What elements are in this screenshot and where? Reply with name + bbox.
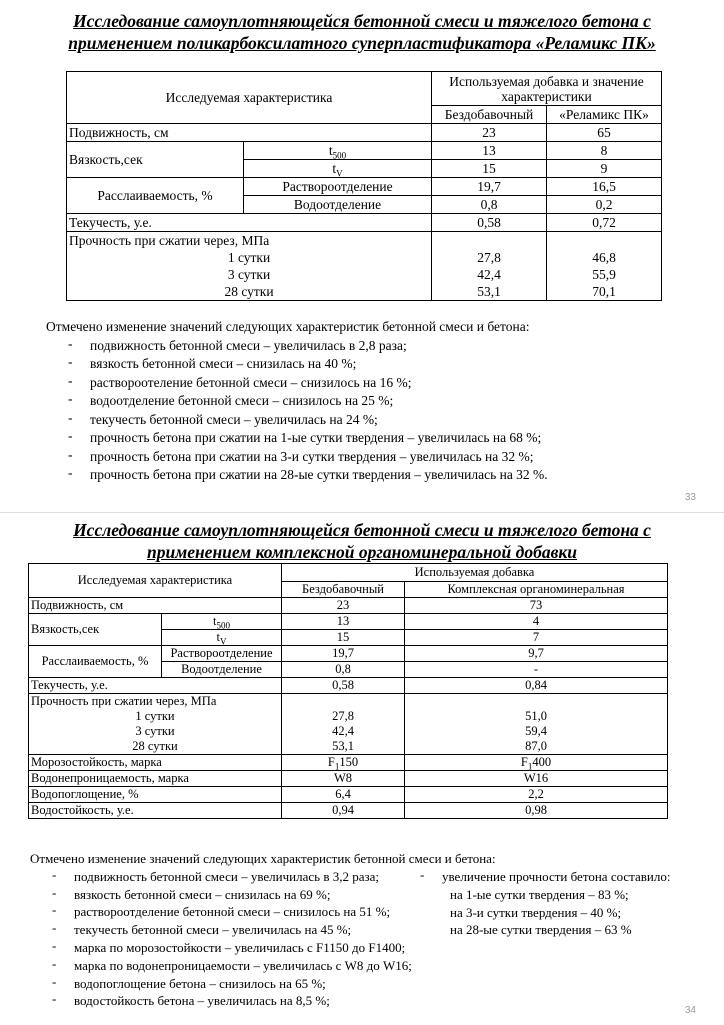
results-table [66, 71, 662, 301]
list-item: - водоотделение бетонной смеси – снизилось на 25 %; [68, 392, 706, 411]
row-label: Подвижность, см [67, 124, 432, 142]
cell-value: 23 [282, 598, 405, 614]
row-label: Вязкость,сек [29, 614, 162, 646]
strength-conclusions [420, 868, 710, 939]
cell-value: 0,8 [282, 662, 405, 678]
col-without: Бездобавочный [282, 582, 405, 598]
cell-value: 0,72 [547, 214, 662, 232]
row-label: Водостойкость, у.е. [29, 803, 282, 819]
sub-label: $t_V$ [162, 630, 282, 646]
sub-label: Раствороотделение [244, 178, 432, 196]
sub-label: Раствороотделение [162, 646, 282, 662]
cell-value: W8 [282, 771, 405, 787]
cell-value: 13 [282, 614, 405, 630]
header-additive: Используемая добавка [282, 564, 668, 582]
conclusions-intro: Отмечено изменение значений следующих характеристик бетонной смеси и бетона: [30, 851, 496, 866]
page-34 [0, 512, 724, 1025]
list-item: - вязкость бетонной смеси – снизилась на 69 %; [52, 886, 440, 904]
row-label: Расслаиваемость, % [29, 646, 162, 678]
list-item: на 28-ые сутки твердения – 63 % [450, 922, 632, 938]
cell-value: 0,8 [432, 196, 547, 214]
cell-value: 23 [432, 124, 547, 142]
cell-value: 15 [432, 160, 547, 178]
cell-value: 13 [432, 142, 547, 160]
page-title: Исследование самоуплотняющейся бетонной смеси и тяжелого бетона с применением поликарбоксилатного суперпластификатора «Реламикс ПК» [68, 11, 656, 53]
list-item: - водопоглощение бетона – снизилось на 65 %; [52, 975, 440, 993]
cell-value: 19,7 [282, 646, 405, 662]
page-title: Исследование самоуплотняющейся бетонной смеси и тяжелого бетона с применением комплексной органоминеральной добавки [73, 520, 651, 562]
cell-value: 65 [547, 124, 662, 142]
cell-value: 19,7 [432, 178, 547, 196]
col-with: Комплексная органоминеральная [405, 582, 668, 598]
row-label: Вязкость,сек [67, 142, 244, 178]
cell-value: 4 [405, 614, 668, 630]
list-item: - раствороотеление бетонной смеси – снизилось на 16 %; [68, 374, 706, 393]
strength-labels: Прочность при сжатии через, МПа 1 сутки 3 сутки 28 сутки [29, 694, 282, 755]
page-33 [0, 0, 724, 512]
list-item: - прочность бетона при сжатии на 28-ые сутки твердения – увеличилась на 32 %. [68, 466, 706, 485]
sub-label: $t_{500}$ [244, 142, 432, 160]
row-label: Подвижность, см [29, 598, 282, 614]
sub-label: Водоотделение [162, 662, 282, 678]
page-number: 34 [684, 1005, 696, 1016]
sub-label: Водоотделение [244, 196, 432, 214]
strength-without: 27,8 42,4 53,1 [282, 694, 405, 755]
cell-value: 8 [547, 142, 662, 160]
sub-label: $t_V$ [244, 160, 432, 178]
list-item: - прочность бетона при сжатии на 1-ые сутки твердения – увеличилась на 68 %; [68, 429, 706, 448]
cell-value: $F_1150$ [282, 755, 405, 771]
sub-label: $t_{500}$ [162, 614, 282, 630]
header-characteristic: Исследуемая характеристика [67, 72, 432, 124]
conclusions-intro: Отмечено изменение значений следующих характеристик бетонной смеси и бетона: [46, 319, 530, 334]
cell-value: 0,58 [282, 678, 405, 694]
conclusions [46, 318, 706, 485]
cell-value: 0,2 [547, 196, 662, 214]
cell-value: W16 [405, 771, 668, 787]
cell-value: 16,5 [547, 178, 662, 196]
cell-value: 0,58 [432, 214, 547, 232]
col-without: Бездобавочный [432, 106, 547, 124]
cell-value: 0,98 [405, 803, 668, 819]
list-item: - подвижность бетонной смеси – увеличилась в 3,2 раза; [52, 868, 440, 886]
row-label: Водопоглощение, % [29, 787, 282, 803]
page-number: 33 [684, 492, 696, 503]
cell-value: - [405, 662, 668, 678]
list-item: - текучесть бетонной смеси – увеличилась на 45 %; [52, 921, 440, 939]
results-table [28, 563, 668, 819]
list-item: - марка по морозостойкости – увеличилась с F1150 до F1400; [52, 939, 440, 957]
list-item: - текучесть бетонной смеси – увеличилась на 24 %; [68, 411, 706, 430]
list-item: - подвижность бетонной смеси – увеличилась в 2,8 раза; [68, 337, 706, 356]
row-label: Морозостойкость, марка [29, 755, 282, 771]
list-item: - увеличение прочности бетона составило: [420, 868, 710, 886]
strength-with: 51,0 59,4 87,0 [405, 694, 668, 755]
strength-without: 27,8 42,4 53,1 [432, 232, 547, 301]
cell-value: 0,84 [405, 678, 668, 694]
header-additive: Используемая добавка и значение характеристики [432, 72, 662, 106]
cell-value: 15 [282, 630, 405, 646]
cell-value: 2,2 [405, 787, 668, 803]
header-characteristic: Исследуемая характеристика [29, 564, 282, 598]
list-item: - марка по водонепроницаемости – увеличилась с W8 до W16; [52, 957, 440, 975]
conclusions [30, 850, 496, 1010]
list-item: - водостойкость бетона – увеличилась на 8,5 %; [52, 992, 440, 1010]
cell-value: 9 [547, 160, 662, 178]
cell-value: 9,7 [405, 646, 668, 662]
cell-value: 73 [405, 598, 668, 614]
strength-with: 46,8 55,9 70,1 [547, 232, 662, 301]
strength-labels: Прочность при сжатии через, МПа 1 сутки 3 сутки 28 сутки [67, 232, 432, 301]
row-label: Водонепроницаемость, марка [29, 771, 282, 787]
col-with: «Реламикс ПК» [547, 106, 662, 124]
list-item: - прочность бетона при сжатии на 3-и сутки твердения – увеличилась на 32 %; [68, 448, 706, 467]
cell-value: 6,4 [282, 787, 405, 803]
row-label: Текучесть, у.е. [29, 678, 282, 694]
cell-value: 0,94 [282, 803, 405, 819]
list-item: на 3-и сутки твердения – 40 %; [450, 904, 622, 920]
list-item: - раствороотделение бетонной смеси – снизилось на 51 %; [52, 903, 440, 921]
list-item: - вязкость бетонной смеси – снизилась на 40 %; [68, 355, 706, 374]
row-label: Расслаиваемость, % [67, 178, 244, 214]
cell-value: 7 [405, 630, 668, 646]
list-item: на 1-ые сутки твердения – 83 %; [450, 886, 629, 902]
row-label: Текучесть, у.е. [67, 214, 432, 232]
cell-value: $F_1400$ [405, 755, 668, 771]
